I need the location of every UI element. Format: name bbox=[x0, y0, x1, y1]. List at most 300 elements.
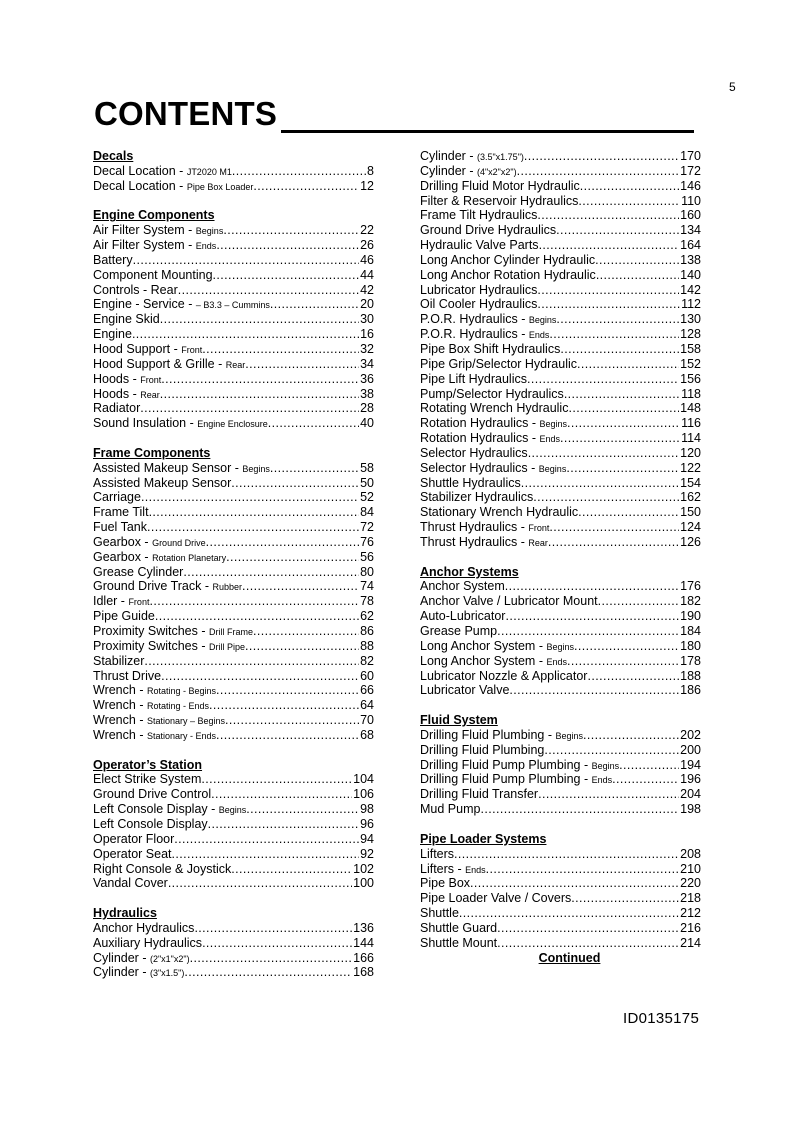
toc-entry[interactable] bbox=[93, 787, 374, 802]
entry-title: Radiator bbox=[93, 401, 141, 416]
entry-page-number: 162 bbox=[680, 490, 701, 505]
entry-page-number: 112 bbox=[681, 297, 701, 312]
entry-page-number: 26 bbox=[360, 238, 374, 253]
entry-title: Pipe Box bbox=[420, 876, 471, 891]
entry-label bbox=[93, 565, 183, 580]
dot-leader bbox=[194, 921, 352, 936]
entry-title: Rotation Hydraulics bbox=[420, 431, 529, 446]
entry-label: Gearbox - Ground Drive bbox=[93, 534, 206, 549]
entry-label: Engine - Service - – B3.3 – Cummins bbox=[93, 297, 270, 312]
toc-entry[interactable] bbox=[420, 253, 701, 268]
entry-title: Assisted Makeup Sensor bbox=[93, 475, 232, 490]
entry-label bbox=[420, 609, 505, 624]
toc-entry[interactable] bbox=[420, 862, 701, 877]
toc-entry[interactable] bbox=[93, 342, 374, 357]
dot-leader bbox=[253, 624, 359, 639]
toc-entry[interactable] bbox=[93, 268, 374, 283]
toc-entry[interactable] bbox=[93, 238, 374, 253]
entry-label: P.O.R. Hydraulics - Begins bbox=[420, 312, 557, 327]
toc-entry[interactable] bbox=[420, 639, 701, 654]
dot-leader bbox=[242, 579, 359, 594]
entry-qualifier: Drill Pipe bbox=[209, 641, 246, 652]
toc-entry[interactable] bbox=[420, 164, 701, 179]
dot-leader bbox=[577, 357, 679, 372]
entry-title: Selector Hydraulics bbox=[420, 460, 528, 475]
dot-leader bbox=[549, 327, 679, 342]
entry-title: Wrench bbox=[93, 698, 136, 713]
toc-entry[interactable] bbox=[420, 772, 701, 787]
entry-label: Hood Support - Front bbox=[93, 341, 203, 356]
entry-page-number: 118 bbox=[681, 386, 701, 401]
toc-entry[interactable] bbox=[420, 223, 701, 238]
entry-page-number: 110 bbox=[681, 193, 701, 208]
toc-entry[interactable] bbox=[93, 965, 374, 980]
entry-title: Thrust Hydraulics bbox=[420, 520, 518, 535]
entry-page-number: 190 bbox=[680, 609, 701, 624]
continued-link[interactable]: Continued bbox=[538, 950, 601, 965]
dot-leader bbox=[209, 698, 359, 713]
dot-leader bbox=[587, 669, 679, 684]
entry-title: Oil Cooler Hydraulics bbox=[420, 297, 538, 312]
toc-entry[interactable] bbox=[420, 669, 701, 684]
toc-entry[interactable] bbox=[93, 520, 374, 535]
section-spacer bbox=[93, 431, 374, 446]
entry-label: P.O.R. Hydraulics - Ends bbox=[420, 327, 550, 342]
entry-label bbox=[420, 179, 580, 194]
entry-qualifier: Drill Frame bbox=[209, 627, 253, 637]
entry-label: Hood Support & Grille - Rear bbox=[93, 356, 246, 371]
entry-title: Operator Floor bbox=[93, 831, 175, 846]
toc-entry[interactable] bbox=[93, 253, 374, 268]
entry-label bbox=[420, 357, 577, 372]
entry-page-number: 128 bbox=[680, 327, 701, 342]
toc-entry[interactable] bbox=[420, 312, 701, 327]
dot-leader bbox=[133, 253, 359, 268]
toc-entry[interactable] bbox=[93, 862, 374, 877]
toc-entry[interactable] bbox=[420, 327, 701, 342]
dot-leader bbox=[595, 253, 679, 268]
entry-page-number: 34 bbox=[360, 356, 374, 371]
entry-page-number: 184 bbox=[680, 624, 701, 638]
entry-title: Drilling Fluid Plumbing bbox=[420, 742, 545, 757]
toc-entry[interactable] bbox=[93, 698, 374, 713]
dot-leader bbox=[141, 490, 359, 505]
toc-entry[interactable] bbox=[420, 283, 701, 298]
entry-page-number: 210 bbox=[680, 861, 701, 876]
toc-entry[interactable] bbox=[93, 476, 374, 491]
dot-leader bbox=[612, 772, 679, 787]
entry-title: Pipe Box Shift Hydraulics bbox=[420, 341, 561, 356]
entry-page-number: 144 bbox=[353, 935, 374, 950]
toc-entry[interactable] bbox=[420, 194, 701, 209]
dot-leader bbox=[246, 802, 359, 817]
entry-qualifier: Rear bbox=[225, 359, 246, 370]
dot-leader bbox=[459, 906, 679, 921]
dot-leader bbox=[213, 268, 360, 283]
entry-qualifier: Ends bbox=[546, 656, 567, 667]
entry-qualifier: Pipe Box Loader bbox=[186, 181, 254, 192]
toc-entry[interactable] bbox=[93, 327, 374, 342]
entry-page-number: 176 bbox=[680, 579, 701, 594]
toc-entry[interactable] bbox=[420, 446, 701, 461]
entry-label bbox=[420, 253, 595, 268]
page-title: CONTENTS bbox=[94, 95, 278, 132]
entry-label: Decal Location - Pipe Box Loader bbox=[93, 178, 254, 193]
entry-title: Lubricator Hydraulics bbox=[420, 282, 538, 297]
entry-label: Rotation Hydraulics - Ends bbox=[420, 431, 561, 446]
entry-page-number: 202 bbox=[680, 727, 701, 742]
toc-entry[interactable] bbox=[93, 164, 374, 179]
dot-leader bbox=[539, 238, 680, 253]
toc-entry[interactable] bbox=[420, 891, 701, 906]
toc-entry[interactable] bbox=[93, 283, 374, 298]
dot-leader bbox=[470, 876, 679, 891]
toc-entry[interactable] bbox=[420, 461, 701, 476]
entry-label: Long Anchor System - Begins bbox=[420, 638, 574, 653]
toc-entry[interactable] bbox=[420, 416, 701, 431]
entry-qualifier: Rear bbox=[140, 389, 160, 400]
dot-leader bbox=[524, 149, 679, 164]
toc-entry[interactable] bbox=[420, 683, 701, 698]
entry-page-number: 194 bbox=[680, 757, 701, 772]
toc-entry[interactable] bbox=[93, 683, 374, 698]
entry-page-number: 36 bbox=[360, 371, 374, 386]
toc-entry[interactable] bbox=[93, 565, 374, 580]
toc-entry[interactable] bbox=[420, 921, 701, 936]
entry-qualifier: Rubber bbox=[212, 582, 243, 593]
entry-label bbox=[420, 372, 527, 387]
dot-leader bbox=[528, 446, 679, 461]
dot-leader bbox=[549, 520, 679, 535]
entry-title: Mud Pump bbox=[420, 802, 481, 817]
toc-entry[interactable] bbox=[93, 416, 374, 431]
section-heading: Anchor Systems bbox=[420, 564, 519, 579]
dot-leader bbox=[560, 431, 680, 446]
toc-entry[interactable] bbox=[420, 401, 701, 416]
dot-leader bbox=[149, 594, 359, 609]
toc-entry[interactable] bbox=[93, 535, 374, 550]
toc-entry[interactable] bbox=[420, 743, 701, 758]
entry-title: Shuttle Hydraulics bbox=[420, 475, 521, 490]
dot-leader bbox=[578, 505, 679, 520]
toc-entry[interactable] bbox=[93, 594, 374, 609]
toc-entry[interactable] bbox=[93, 624, 374, 639]
entry-page-number: 96 bbox=[360, 816, 374, 831]
dot-leader bbox=[538, 787, 679, 802]
toc-entry[interactable] bbox=[420, 490, 701, 505]
toc-entry[interactable] bbox=[420, 372, 701, 387]
toc-entry[interactable] bbox=[93, 669, 374, 684]
entry-page-number: 28 bbox=[360, 401, 374, 416]
section-spacer bbox=[93, 194, 374, 209]
entry-label bbox=[420, 223, 556, 238]
entry-title: Ground Drive Hydraulics bbox=[420, 223, 557, 238]
entry-title: Cylinder bbox=[93, 965, 139, 980]
entry-title: Thrust Hydraulics bbox=[420, 534, 518, 549]
entry-label bbox=[420, 238, 539, 253]
toc-left-column bbox=[93, 149, 374, 980]
toc-entry[interactable] bbox=[93, 802, 374, 817]
toc-entry[interactable] bbox=[420, 387, 701, 402]
entry-page-number: 88 bbox=[360, 638, 374, 653]
entry-title: Long Anchor System bbox=[420, 638, 536, 653]
entry-title: Lubricator Valve bbox=[420, 683, 510, 698]
entry-page-number: 98 bbox=[360, 802, 374, 817]
entry-title: Pipe Guide bbox=[93, 609, 155, 624]
toc-entry[interactable] bbox=[93, 401, 374, 416]
section-spacer bbox=[93, 743, 374, 758]
dot-leader bbox=[517, 164, 680, 179]
dot-leader bbox=[208, 817, 359, 832]
entry-title: Lifters bbox=[420, 846, 455, 861]
entry-page-number: 198 bbox=[680, 802, 701, 817]
toc-entry[interactable] bbox=[93, 728, 374, 743]
toc-entry[interactable] bbox=[93, 936, 374, 951]
toc-entry[interactable] bbox=[93, 550, 374, 565]
entry-label bbox=[420, 906, 459, 921]
toc-entry[interactable] bbox=[420, 906, 701, 921]
entry-title: Stationary Wrench Hydraulic bbox=[420, 505, 579, 520]
entry-label bbox=[93, 847, 172, 862]
entry-title: Pipe Lift Hydraulics bbox=[420, 371, 527, 386]
entry-title: P.O.R. Hydraulics bbox=[420, 312, 518, 327]
entry-page-number: 122 bbox=[680, 460, 701, 475]
entry-label bbox=[93, 876, 168, 891]
toc-entry[interactable] bbox=[93, 490, 374, 505]
toc-entry[interactable] bbox=[420, 520, 701, 535]
dot-leader bbox=[619, 758, 679, 773]
toc-entry[interactable] bbox=[420, 847, 701, 862]
toc-entry[interactable] bbox=[93, 461, 374, 476]
entry-label: Drilling Fluid Plumbing - Begins bbox=[420, 727, 583, 742]
dot-leader bbox=[270, 461, 359, 476]
entry-label bbox=[420, 669, 587, 684]
toc-entry[interactable] bbox=[93, 951, 374, 966]
dot-leader bbox=[583, 728, 679, 743]
toc-entry[interactable] bbox=[93, 817, 374, 832]
toc-entry[interactable] bbox=[93, 579, 374, 594]
entry-label bbox=[93, 505, 149, 520]
toc-entry[interactable] bbox=[93, 609, 374, 624]
toc-entry[interactable] bbox=[420, 609, 701, 624]
toc-entry[interactable] bbox=[93, 312, 374, 327]
entry-title: Grease Cylinder bbox=[93, 564, 184, 579]
entry-label: Proximity Switches - Drill Pipe bbox=[93, 638, 246, 653]
toc-entry[interactable] bbox=[420, 357, 701, 372]
toc-entry[interactable] bbox=[420, 208, 701, 223]
entry-title: Long Anchor Rotation Hydraulic bbox=[420, 267, 596, 282]
toc-entry[interactable] bbox=[93, 713, 374, 728]
entry-label: Wrench - Rotating - Ends bbox=[93, 698, 209, 713]
toc-entry[interactable] bbox=[420, 594, 701, 609]
entry-label: Hoods - Front bbox=[93, 371, 162, 386]
entry-title: Stabilizer Hydraulics bbox=[420, 490, 534, 505]
entry-page-number: 182 bbox=[680, 594, 701, 609]
entry-title: Vandal Cover bbox=[93, 876, 168, 891]
dot-leader bbox=[521, 476, 679, 491]
entry-page-number: 40 bbox=[360, 416, 374, 431]
toc-entry[interactable] bbox=[420, 802, 701, 817]
entry-page-number: 140 bbox=[680, 267, 701, 282]
entry-qualifier: Ends bbox=[591, 775, 613, 786]
dot-leader bbox=[202, 342, 359, 357]
dot-leader bbox=[245, 357, 359, 372]
entry-page-number: 146 bbox=[680, 178, 701, 193]
toc-entry[interactable] bbox=[93, 847, 374, 862]
toc-entry[interactable] bbox=[420, 787, 701, 802]
dot-leader bbox=[226, 550, 359, 565]
entry-title: Hoods bbox=[93, 386, 130, 401]
toc-entry[interactable] bbox=[93, 297, 374, 312]
entry-page-number: 84 bbox=[360, 505, 374, 520]
entry-qualifier: JT2020 M1 bbox=[186, 166, 232, 177]
entry-page-number: 214 bbox=[680, 935, 701, 950]
entry-page-number: 72 bbox=[360, 520, 374, 535]
dot-leader bbox=[144, 654, 359, 669]
entry-title: Wrench bbox=[93, 683, 136, 698]
toc-entry[interactable] bbox=[93, 921, 374, 936]
toc-entry[interactable] bbox=[420, 179, 701, 194]
toc-entry[interactable] bbox=[93, 876, 374, 891]
toc-entry[interactable] bbox=[93, 372, 374, 387]
entry-qualifier: Ends bbox=[195, 241, 217, 252]
entry-qualifier: Front bbox=[181, 344, 203, 355]
title-row bbox=[94, 94, 694, 134]
toc-entry[interactable] bbox=[93, 179, 374, 194]
entry-title: Auxiliary Hydraulics bbox=[93, 935, 203, 950]
toc-entry[interactable] bbox=[93, 387, 374, 402]
toc-entry[interactable] bbox=[93, 832, 374, 847]
entry-qualifier: – B3.3 – Cummins bbox=[195, 300, 270, 311]
dot-leader bbox=[268, 416, 359, 431]
entry-page-number: 8 bbox=[367, 163, 374, 178]
toc-entry[interactable] bbox=[420, 654, 701, 669]
entry-title: Cylinder bbox=[420, 149, 466, 163]
entry-title: Ground Drive Track bbox=[93, 579, 202, 594]
toc-entry[interactable] bbox=[93, 654, 374, 669]
toc-entry[interactable] bbox=[93, 505, 374, 520]
dot-leader bbox=[253, 179, 359, 194]
entry-title: Anchor System bbox=[420, 579, 505, 594]
entry-qualifier: Ends bbox=[465, 864, 486, 875]
dot-leader bbox=[560, 342, 679, 357]
toc-entry[interactable] bbox=[420, 758, 701, 773]
dot-leader bbox=[147, 520, 359, 535]
entry-label bbox=[420, 268, 596, 283]
toc-entry[interactable] bbox=[420, 876, 701, 891]
toc-entry[interactable] bbox=[420, 728, 701, 743]
entry-title: Cylinder bbox=[93, 950, 139, 965]
entry-title: Anchor Valve / Lubricator Mount bbox=[420, 594, 598, 609]
section-spacer bbox=[420, 817, 701, 832]
entry-qualifier: Begins bbox=[539, 419, 568, 430]
entry-page-number: 12 bbox=[360, 178, 374, 193]
entry-title: Proximity Switches bbox=[93, 624, 198, 638]
dot-leader bbox=[567, 416, 680, 431]
dot-leader bbox=[216, 238, 359, 253]
entry-title: Engine Skid bbox=[93, 312, 160, 327]
toc-entry[interactable] bbox=[420, 505, 701, 520]
entry-label bbox=[93, 253, 133, 268]
entry-page-number: 16 bbox=[360, 327, 374, 342]
toc-entry[interactable] bbox=[420, 238, 701, 253]
entry-title: Stabilizer bbox=[93, 653, 145, 668]
dot-leader bbox=[486, 862, 679, 877]
toc-entry[interactable] bbox=[420, 342, 701, 357]
toc-entry[interactable] bbox=[420, 431, 701, 446]
toc-entry[interactable] bbox=[420, 624, 701, 639]
entry-page-number: 32 bbox=[360, 341, 374, 356]
dot-leader bbox=[155, 609, 359, 624]
toc-entry[interactable] bbox=[93, 223, 374, 238]
dot-leader bbox=[537, 283, 679, 298]
dot-leader bbox=[544, 743, 679, 758]
entry-label bbox=[420, 787, 538, 802]
entry-label: Rotation Hydraulics - Begins bbox=[420, 416, 568, 431]
dot-leader bbox=[596, 268, 679, 283]
entry-title: Drilling Fluid Plumbing bbox=[420, 727, 545, 742]
dot-leader bbox=[216, 683, 359, 698]
section-spacer bbox=[420, 550, 701, 565]
dot-leader bbox=[202, 936, 352, 951]
dot-leader bbox=[564, 387, 680, 402]
entry-qualifier: Front bbox=[528, 523, 550, 534]
entry-page-number: 196 bbox=[680, 772, 701, 787]
entry-page-number: 216 bbox=[680, 920, 701, 935]
dot-leader bbox=[270, 297, 359, 312]
entry-page-number: 50 bbox=[360, 475, 374, 490]
entry-page-number: 124 bbox=[680, 520, 701, 535]
dot-leader bbox=[578, 194, 680, 209]
entry-title: Elect Strike System bbox=[93, 772, 202, 787]
entry-label bbox=[93, 921, 194, 936]
toc-entry[interactable] bbox=[420, 936, 701, 951]
toc-entry[interactable] bbox=[420, 579, 701, 594]
entry-page-number: 42 bbox=[360, 282, 374, 297]
entry-page-number: 20 bbox=[360, 297, 374, 312]
toc-entry[interactable] bbox=[420, 535, 701, 550]
entry-page-number: 170 bbox=[680, 149, 701, 163]
entry-page-number: 68 bbox=[360, 727, 374, 742]
entry-page-number: 138 bbox=[680, 252, 701, 267]
toc-entry[interactable] bbox=[93, 772, 374, 787]
toc-entry[interactable] bbox=[420, 297, 701, 312]
entry-title: Rotating Wrench Hydraulic bbox=[420, 401, 569, 416]
entry-label bbox=[93, 772, 201, 787]
page-number: 5 bbox=[729, 80, 736, 94]
entry-label: Assisted Makeup Sensor - Begins bbox=[93, 460, 270, 475]
dot-leader bbox=[161, 669, 359, 684]
toc-entry[interactable] bbox=[93, 357, 374, 372]
entry-page-number: 86 bbox=[360, 624, 374, 638]
entry-title: Carriage bbox=[93, 490, 141, 505]
document-id: ID0135175 bbox=[623, 1010, 700, 1027]
toc-entry[interactable] bbox=[420, 476, 701, 491]
entry-label bbox=[420, 476, 521, 491]
entry-label bbox=[93, 862, 231, 877]
entry-page-number: 164 bbox=[680, 238, 701, 253]
toc-entry[interactable] bbox=[420, 149, 701, 164]
toc-entry[interactable] bbox=[93, 639, 374, 654]
toc-entry[interactable] bbox=[420, 268, 701, 283]
dot-leader bbox=[206, 535, 360, 550]
entry-qualifier: (3"x1.5") bbox=[149, 968, 185, 979]
entry-label bbox=[420, 683, 509, 698]
dot-leader bbox=[174, 832, 359, 847]
section-heading: Operator’s Station bbox=[93, 757, 203, 772]
entry-title: Pipe Grip/Selector Hydraulic bbox=[420, 356, 578, 371]
entry-title: Hydraulic Valve Parts bbox=[420, 238, 539, 253]
